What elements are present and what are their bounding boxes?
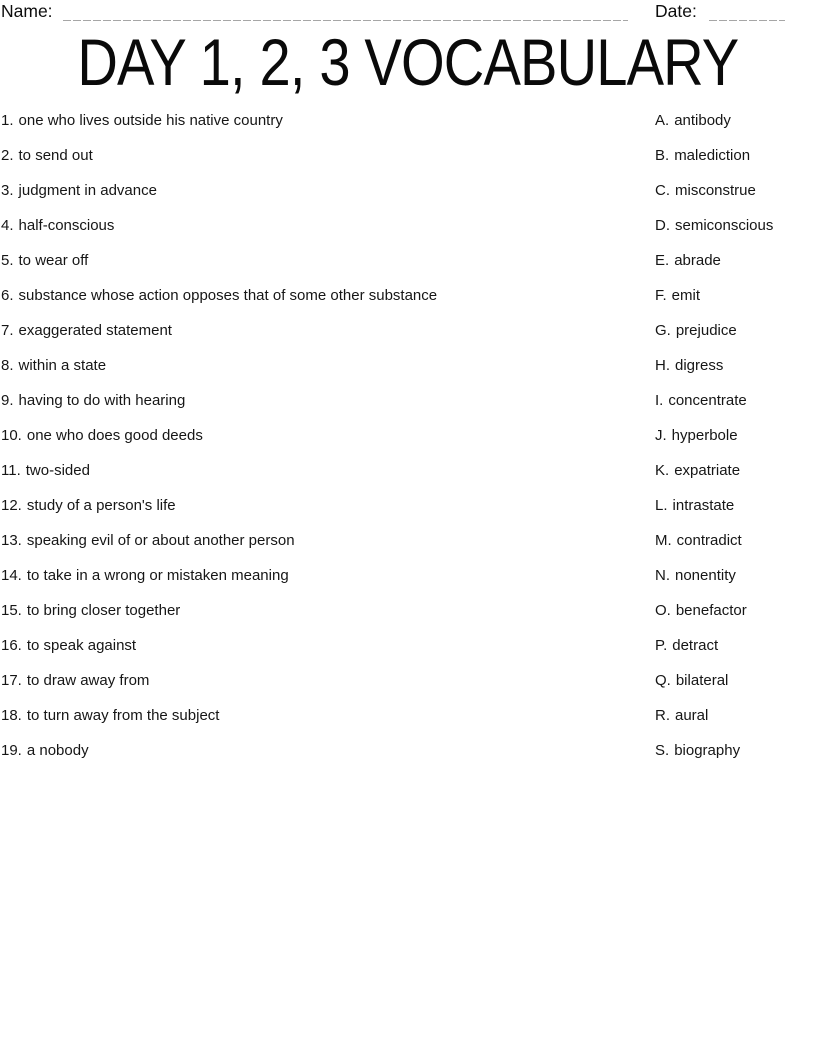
- page-title-text: DAY 1, 2, 3 VOCABULARY: [77, 25, 739, 99]
- word-bank-row: [655, 733, 815, 768]
- definition-text: to turn away from the subject: [26, 707, 220, 724]
- word-letter: P.: [655, 637, 668, 654]
- definition-number: 3.: [1, 182, 14, 199]
- date-fill-line: [709, 19, 785, 21]
- word-letter: K.: [655, 462, 670, 479]
- word-letter: L.: [655, 497, 668, 514]
- definition-row: [1, 103, 641, 138]
- word-letter: R.: [655, 707, 670, 724]
- definition-row: [1, 173, 641, 208]
- definition-number: 15.: [1, 602, 22, 619]
- definition-text: to wear off: [18, 252, 89, 269]
- definition-row: [1, 208, 641, 243]
- definition-text: speaking evil of or about another person: [26, 532, 295, 549]
- definition-row: [1, 488, 641, 523]
- word-text: nonentity: [675, 567, 736, 584]
- word-letter: O.: [655, 602, 671, 619]
- word-letter: J.: [655, 427, 667, 444]
- definition-row: [1, 418, 641, 453]
- definition-number: 1.: [1, 112, 14, 129]
- word-text: biography: [674, 742, 741, 759]
- word-bank-row: [655, 418, 815, 453]
- definition-text: to take in a wrong or mistaken meaning: [26, 567, 289, 584]
- word-bank-row: [655, 628, 815, 663]
- word-letter: A.: [655, 112, 670, 129]
- word-bank-row: [655, 243, 815, 278]
- word-bank-row: [655, 453, 815, 488]
- word-text: abrade: [674, 252, 721, 269]
- word-text: intrastate: [672, 497, 735, 514]
- definition-number: 10.: [1, 427, 22, 444]
- word-bank-row: [655, 103, 815, 138]
- word-bank-row: [655, 663, 815, 698]
- word-bank-row: [655, 138, 815, 173]
- word-text: concentrate: [668, 392, 747, 409]
- definition-row: [1, 138, 641, 173]
- word-bank-column: [655, 103, 815, 768]
- word-text: malediction: [674, 147, 751, 164]
- definitions-column: [1, 103, 641, 768]
- word-bank-row: [655, 593, 815, 628]
- word-letter: S.: [655, 742, 670, 759]
- word-letter: Q.: [655, 672, 671, 689]
- word-letter: B.: [655, 147, 670, 164]
- definition-number: 5.: [1, 252, 14, 269]
- definition-row: [1, 313, 641, 348]
- word-text: semiconscious: [675, 217, 774, 234]
- definition-text: a nobody: [26, 742, 89, 759]
- word-bank-row: [655, 278, 815, 313]
- definition-row: [1, 278, 641, 313]
- word-text: prejudice: [675, 322, 737, 339]
- word-letter: N.: [655, 567, 670, 584]
- word-bank-row: [655, 313, 815, 348]
- word-letter: G.: [655, 322, 671, 339]
- definition-text: within a state: [18, 357, 107, 374]
- definition-row: [1, 453, 641, 488]
- word-bank-row: [655, 698, 815, 733]
- word-text: emit: [671, 287, 701, 304]
- definition-row: [1, 593, 641, 628]
- definition-number: 19.: [1, 742, 22, 759]
- definition-row: [1, 698, 641, 733]
- word-letter: C.: [655, 182, 670, 199]
- word-bank-row: [655, 558, 815, 593]
- definition-number: 4.: [1, 217, 14, 234]
- definition-number: 18.: [1, 707, 22, 724]
- definition-number: 8.: [1, 357, 14, 374]
- word-bank-row: [655, 348, 815, 383]
- word-text: aural: [675, 707, 709, 724]
- word-text: antibody: [674, 112, 731, 129]
- word-bank-row: [655, 208, 815, 243]
- definition-number: 7.: [1, 322, 14, 339]
- name-label: Name:: [1, 1, 53, 21]
- word-text: hyperbole: [671, 427, 738, 444]
- definition-text: one who does good deeds: [26, 427, 203, 444]
- word-text: benefactor: [675, 602, 747, 619]
- word-text: digress: [675, 357, 724, 374]
- definition-number: 2.: [1, 147, 14, 164]
- definition-number: 14.: [1, 567, 22, 584]
- word-bank-row: [655, 488, 815, 523]
- definition-number: 9.: [1, 392, 14, 409]
- definition-row: [1, 523, 641, 558]
- definition-row: [1, 733, 641, 768]
- definition-row: [1, 243, 641, 278]
- definition-row: [1, 348, 641, 383]
- word-letter: D.: [655, 217, 670, 234]
- definition-row: [1, 663, 641, 698]
- definition-row: [1, 383, 641, 418]
- definition-row: [1, 558, 641, 593]
- definition-text: substance whose action opposes that of some other substance: [18, 287, 438, 304]
- definition-row: [1, 628, 641, 663]
- definition-text: one who lives outside his native country: [18, 112, 283, 129]
- word-letter: H.: [655, 357, 670, 374]
- definition-text: to bring closer together: [26, 602, 181, 619]
- definition-number: 17.: [1, 672, 22, 689]
- definition-text: to speak against: [26, 637, 137, 654]
- page-title: [0, 24, 816, 100]
- word-text: detract: [672, 637, 719, 654]
- definition-text: to draw away from: [26, 672, 150, 689]
- definition-text: study of a person's life: [26, 497, 176, 514]
- definition-text: having to do with hearing: [18, 392, 186, 409]
- definition-text: judgment in advance: [18, 182, 157, 199]
- definition-text: exaggerated statement: [18, 322, 172, 339]
- name-fill-line: [63, 19, 628, 21]
- word-bank-row: [655, 523, 815, 558]
- word-bank-row: [655, 173, 815, 208]
- definition-number: 12.: [1, 497, 22, 514]
- date-label: Date:: [655, 1, 697, 21]
- definition-text: half-conscious: [18, 217, 115, 234]
- word-text: expatriate: [674, 462, 741, 479]
- definition-text: to send out: [18, 147, 93, 164]
- word-letter: E.: [655, 252, 670, 269]
- word-letter: I.: [655, 392, 664, 409]
- word-letter: F.: [655, 287, 667, 304]
- word-text: contradict: [676, 532, 742, 549]
- word-bank-row: [655, 383, 815, 418]
- word-text: bilateral: [675, 672, 729, 689]
- definition-text: two-sided: [25, 462, 90, 479]
- definition-number: 16.: [1, 637, 22, 654]
- word-letter: M.: [655, 532, 672, 549]
- definition-number: 6.: [1, 287, 14, 304]
- definition-number: 13.: [1, 532, 22, 549]
- word-text: misconstrue: [675, 182, 756, 199]
- definition-number: 11.: [1, 462, 21, 479]
